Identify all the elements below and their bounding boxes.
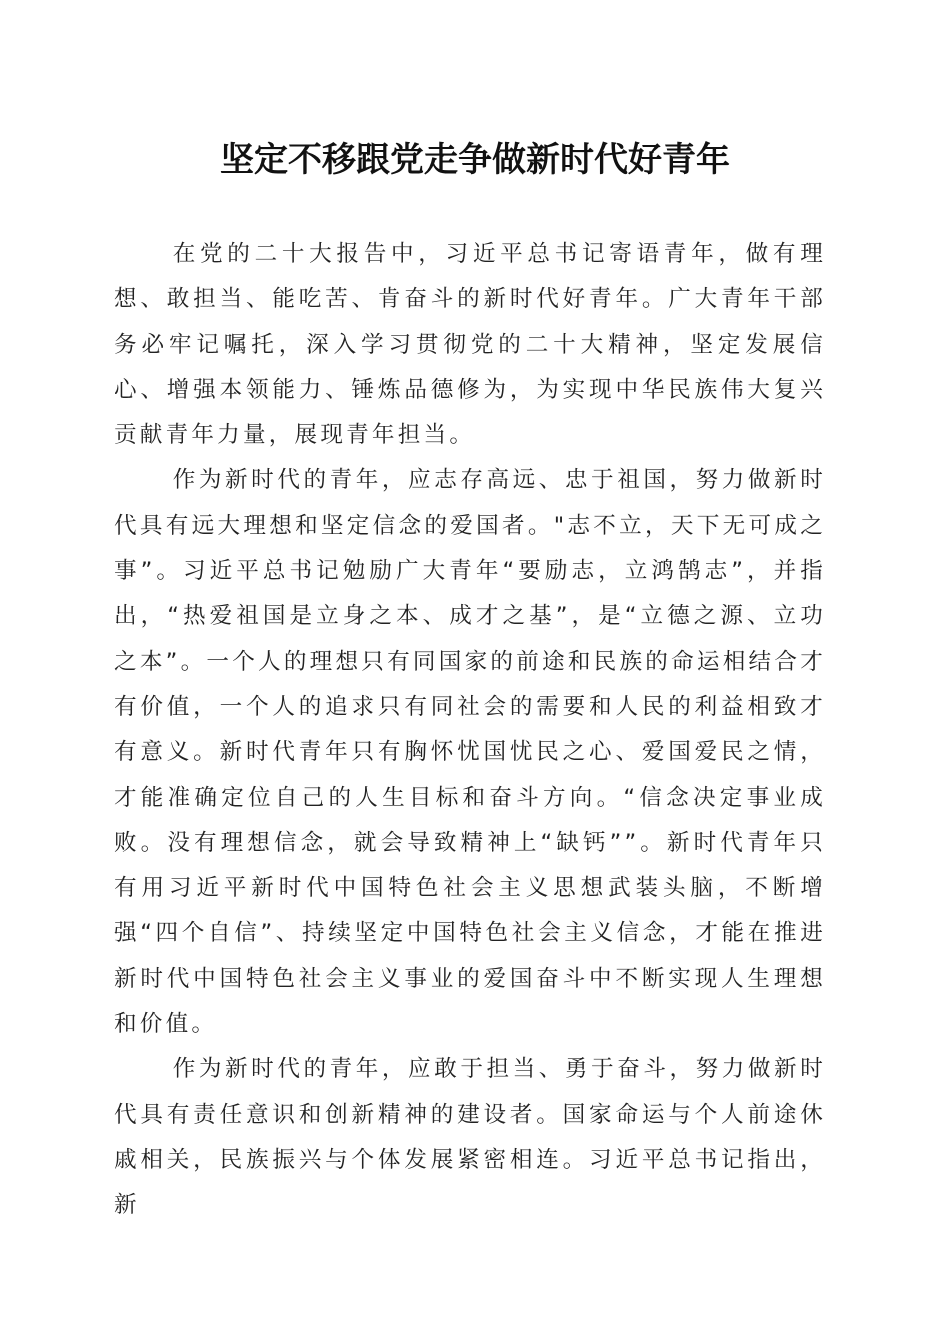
paragraph: 作为新时代的青年，应敢于担当、勇于奋斗，努力做新时代具有责任意识和创新精神的建设者。国家命运与个人前途休戚相关，民族振兴与个体发展紧密相连。习近平总书记指出，新 [114,1056,826,1219]
paragraph: 作为新时代的青年，应志存高远、忠于祖国，努力做新时代具有远大理想和坚定信念的爱国者。"志不立，天下无可成之事”。习近平总书记勉励广大青年“要励志，立鸿鹄志”，并指出，“热爱祖国是立身之本、成才之基”，是“立德之源、立功之本”。一个人的理想只有同国家的前途和民族的命运相结合才有价值，一个人的追求只有同社会的需要和人民的利益相致才有意义。新时代青年只有胸怀忧国忧民之心、爱国爱民之情，才能准确定位自己的人生目标和奋斗方向。“信念决定事业成败。没有理想信念，就会导致精神上“缺钙””。新时代青年只有用习近平新时代中国特色社会主义思想武装头脑，不断增强“四个自信”、持续坚定中国特色社会主义信念，才能在推进新时代中国特色社会主义事业的爱国奋斗中不断实现人生理想和价值。 [114,467,826,1038]
paragraph: 在党的二十大报告中，习近平总书记寄语青年，做有理想、敢担当、能吃苦、肯奋斗的新时代好青年。广大青年干部务必牢记嘱托，深入学习贯彻党的二十大精神，坚定发展信心、增强本领能力、锤炼品德修为，为实现中华民族伟大复兴贡献青年力量，展现青年担当。 [114,241,826,449]
document-title: 坚定不移跟党走争做新时代好青年 [220,140,730,180]
document-body [114,232,826,1229]
